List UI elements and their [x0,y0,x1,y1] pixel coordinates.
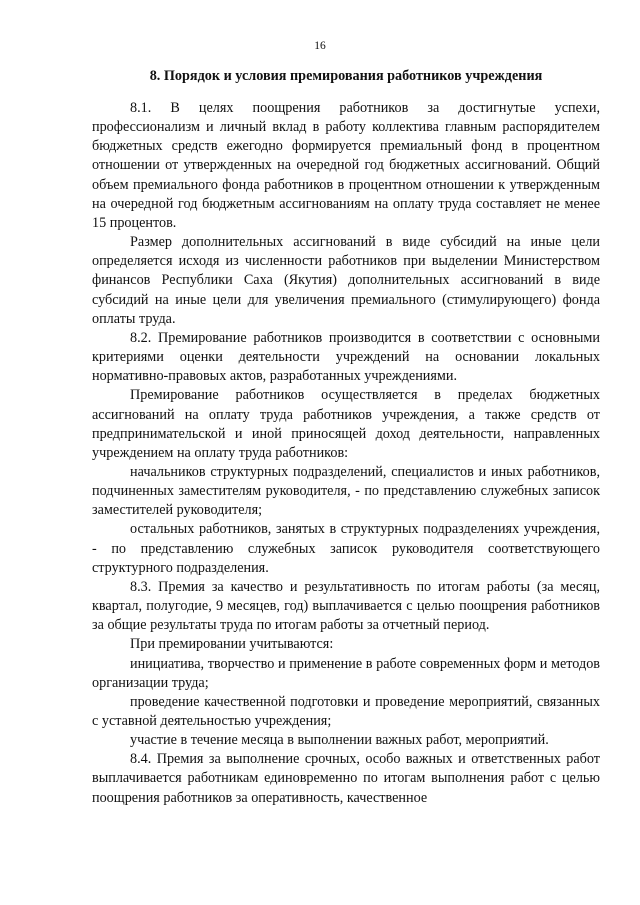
list-item-events: проведение качественной подготовки и проведение мероприятий, связанных с уставной деятельностью учреждения; [92,693,600,729]
section-heading: 8. Порядок и условия премирования работников учреждения [149,68,543,84]
paragraph-8-4: 8.4. Премия за выполнение срочных, особо важных и ответственных работ выплачивается работникам единовременно по итогам выполнения работ с целью поощрения работников за оперативность, качественное [92,751,600,806]
list-item-important-work: участие в течение месяца в выполнении важных работ, мероприятий. [130,732,549,749]
paragraph-bonus-funding: Премирование работников осуществляется в пределах бюджетных ассигнований на оплату труда работников учреждения, а также средств от предпринимательской и иной приносящей доход деятельности, направленных учреждением на оплату труда работников: [92,387,600,461]
paragraph-criteria-intro: При премировании учитываются: [130,636,334,653]
paragraph-additional-allocations: Размер дополнительных ассигнований в виде субсидий на иные цели определяется исходя из численности работников при выделении Министерством финансов Республики Саха (Якутия) дополнительных ассигнований в виде субсидий на иные цели для увеличения премиального (стимулирующего) фонда оплаты труда. [92,234,600,327]
paragraph-8-3: 8.3. Премия за качество и результативность по итогам работы (за месяц, квартал, полугодие, 9 месяцев, год) выплачивается с целью поощрения работников за общие результаты труда по итогам работы за отчетный период. [92,578,600,634]
page-number: 16 [314,40,326,52]
paragraph-8-2: 8.2. Премирование работников производится в соответствии с основными критериями оценки деятельности учреждений на основании локальных нормативно-правовых актов, разработанных учреждениями. [92,329,600,385]
paragraph-8-1: 8.1. В целях поощрения работников за достигнутые успехи, профессионализм и личный вклад в работу коллектива главным распорядителем бюджетных средств ежегодно формируется премиальный фонд в процентном отношении от утвержденных на очередной год бюджетных ассигнований. Общий объем премиального фонда работников в процентном отношении к утвержденным на очередной год бюджетным ассигнованиям на оплату труда составляет не менее 15 процентов. [92,100,600,231]
list-item-initiative: инициатива, творчество и применение в работе современных форм и методов организации труда; [92,655,600,691]
document-body [92,99,600,808]
list-item-heads-of-units: начальников структурных подразделений, специалистов и иных работников, подчиненных заместителям руководителя, - по представлению служебных записок заместителей руководителя; [92,463,600,519]
list-item-other-employees: остальных работников, занятых в структурных подразделениях учреждения, - по представлению служебных записок руководителя соответствующего структурного подразделения. [92,521,600,576]
